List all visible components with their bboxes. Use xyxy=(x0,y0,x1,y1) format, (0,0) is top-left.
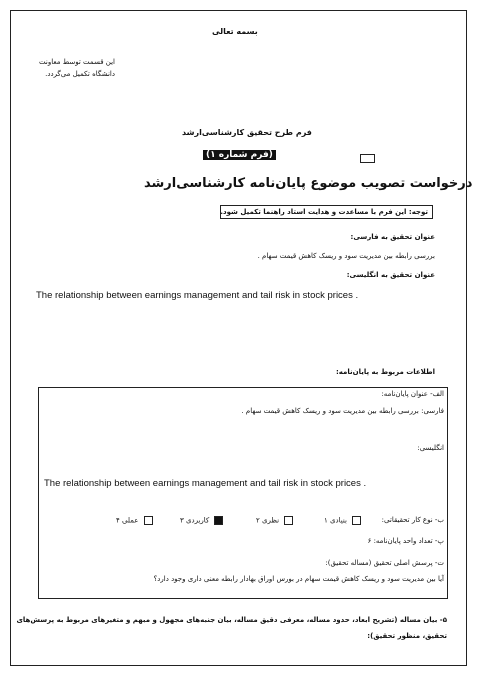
title-fa-value: بررسی رابطه بین مدیریت سود و ریسک کاهش قیمت سهام . xyxy=(257,252,435,260)
title-en-label: عنوان تحقیق به انگلیسی: xyxy=(346,271,435,279)
checkbox-applied[interactable] xyxy=(214,516,223,525)
option-applied-label: کاربردی ۳ xyxy=(180,516,210,525)
thesis-c-label: پ- تعداد واحد پایان‌نامه: ۶ xyxy=(367,537,444,545)
tracking-code-box[interactable] xyxy=(360,154,375,163)
note-box: توجه: این فرم با مساعدت و هدایت استاد راهنما تکمیل شود. xyxy=(220,205,433,219)
option-theoretical-label: نظری ۲ xyxy=(256,516,280,525)
thesis-info-box xyxy=(38,387,448,599)
thesis-d-label: ت- پرسش اصلی تحقیق (مساله تحقیق): xyxy=(325,559,444,567)
thesis-a-en: The relationship between earnings management and tail risk in stock prices . xyxy=(44,478,367,489)
option-practical[interactable] xyxy=(116,516,153,525)
main-title: درخواست تصویب موضوع پایان‌نامه کارشناسی‌ارشد xyxy=(144,176,473,191)
thesis-d-value: آیا بین مدیریت سود و ریسک کاهش قیمت سهام در بورس اوراق بهادار رابطه معنی داری وجود دارد؟ xyxy=(153,575,444,583)
title-fa-label: عنوان تحقیق به فارسی: xyxy=(350,233,435,241)
thesis-b-label: ب- نوع کار تحقیقاتی: xyxy=(381,516,444,524)
plan-title: فرم طرح تحقیق کارشناسی‌ارشد xyxy=(182,128,312,137)
side-note-line1: این قسمت توسط معاونت xyxy=(39,58,115,66)
option-applied[interactable] xyxy=(180,516,223,525)
thesis-a-label: الف- عنوان پایان‌نامه: xyxy=(381,390,444,398)
thesis-a-en-label: انگلیسی: xyxy=(417,444,444,452)
checkbox-theoretical[interactable] xyxy=(284,516,293,525)
thesis-info-heading: اطلاعات مربوط به پایان‌نامه: xyxy=(335,368,435,376)
option-fundamental-label: بنیادی ۱ xyxy=(324,516,347,525)
section5-line2: تحقیق، منظور تحقیق): xyxy=(367,632,447,640)
option-practical-label: عملی ۴ xyxy=(116,516,139,525)
checkbox-practical[interactable] xyxy=(144,516,153,525)
checkbox-fundamental[interactable] xyxy=(352,516,361,525)
form-number: (فرم شماره ۱) xyxy=(203,150,276,160)
option-fundamental[interactable] xyxy=(324,516,361,525)
side-note-line2: دانشگاه تکمیل می‌گردد. xyxy=(45,70,115,78)
option-theoretical[interactable] xyxy=(256,516,293,525)
basmala: بسمه تعالی xyxy=(212,27,258,36)
thesis-a-fa: فارسی: بررسی رابطه بین مدیریت سود و ریسک کاهش قیمت سهام . xyxy=(241,407,444,415)
section5-line1: ۵- بیان مساله (تشریح ابعاد، حدود مساله، معرفی دقیق مساله، بیان جنبه‌های مجهول و مبهم و متغیرهای مربوط به پرسش‌های xyxy=(16,616,447,624)
title-en-value: The relationship between earnings management and tail risk in stock prices . xyxy=(36,290,359,301)
